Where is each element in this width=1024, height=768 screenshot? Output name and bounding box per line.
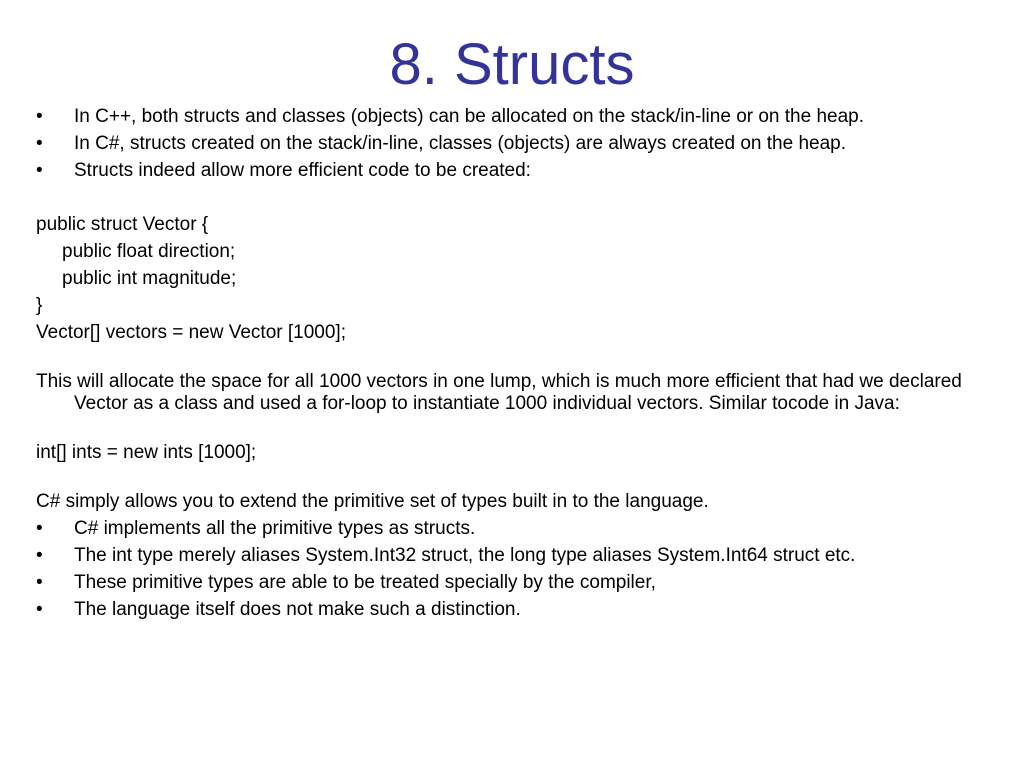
java-code-line: int[] ints = new ints [1000];	[36, 442, 257, 463]
code-line: Vector[] vectors = new Vector [1000];	[36, 322, 346, 343]
code-line: }	[36, 295, 43, 316]
bullet-icon: •	[36, 545, 43, 566]
code-line: public struct Vector {	[36, 214, 209, 235]
allocate-paragraph: This will allocate the space for all 1000 vectors in one lump, which is much more efficient that had we declared Vector as a class and used a for-loop to instantiate 1000 individual vectors. Similar tocode in Java:	[36, 371, 962, 414]
bullet-text: The int type merely aliases System.Int32 struct, the long type aliases System.Int64 struct etc.	[74, 545, 856, 566]
bullet-text: The language itself does not make such a distinction.	[74, 599, 521, 620]
bullet-icon: •	[36, 106, 43, 127]
bullet-text: These primitive types are able to be treated specially by the compiler,	[74, 572, 656, 593]
code-line: public float direction;	[62, 241, 236, 262]
bullet-item	[36, 599, 986, 621]
slide-body	[36, 106, 986, 626]
code-block	[36, 214, 986, 344]
bullet-item	[36, 572, 986, 594]
slide-title: 8. Structs	[389, 32, 635, 97]
extend-paragraph: C# simply allows you to extend the primitive set of types built in to the language.	[36, 491, 709, 512]
bullet-item	[36, 518, 986, 540]
bullet-text: In C#, structs created on the stack/in-line, classes (objects) are always created on the heap.	[74, 133, 846, 154]
bullet-text: Structs indeed allow more efficient code to be created:	[74, 160, 531, 181]
bullet-icon: •	[36, 518, 43, 539]
bullet-item	[36, 160, 986, 182]
bullet-icon: •	[36, 160, 43, 181]
bullet-icon: •	[36, 133, 43, 154]
bullet-item	[36, 545, 986, 567]
bullet-item	[36, 133, 986, 155]
bullet-icon: •	[36, 599, 43, 620]
bullet-item	[36, 106, 986, 128]
bullet-text: C# implements all the primitive types as structs.	[74, 518, 476, 539]
code-line: public int magnitude;	[62, 268, 237, 289]
bullet-icon: •	[36, 572, 43, 593]
bullet-text: In C++, both structs and classes (objects) can be allocated on the stack/in-line or on the heap.	[74, 106, 865, 127]
